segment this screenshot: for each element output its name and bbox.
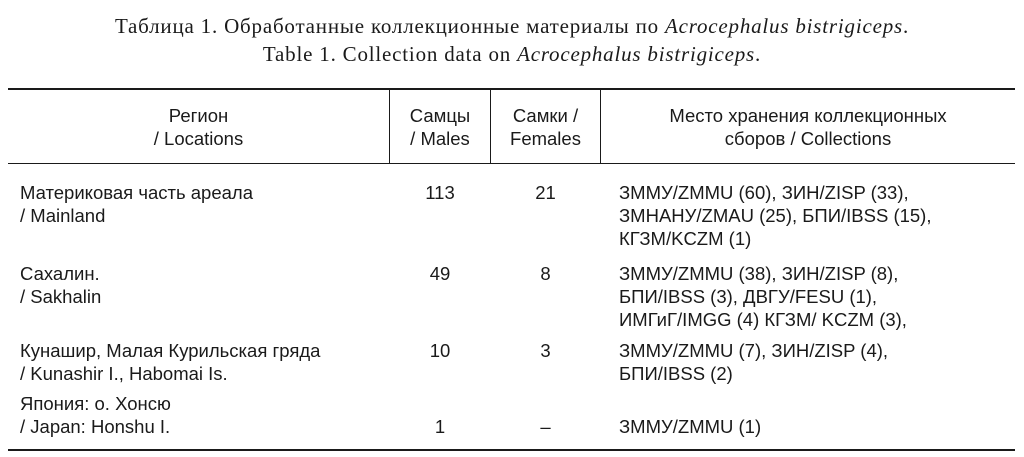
- collection-line: БПИ/IBSS (3), ДВГУ/FESU (1),: [619, 286, 878, 307]
- caption-en-suffix: .: [755, 42, 762, 66]
- row-mainland-males: 113: [425, 182, 455, 203]
- header-bottom-rule: [8, 163, 1015, 164]
- row-japan-males: 1: [434, 416, 446, 437]
- caption-en-prefix: Table 1. Collection data on: [262, 42, 518, 66]
- region-name-ru: Материковая часть ареала: [20, 182, 254, 203]
- collection-line: БПИ/IBSS (2): [619, 363, 733, 384]
- row-kunashir-females: 3: [540, 340, 551, 361]
- collection-line: ЗММУ/ZMMU (38), ЗИН/ZISP (8),: [619, 263, 899, 284]
- collection-line: ЗММУ/ZMMU (60), ЗИН/ZISP (33),: [619, 182, 909, 203]
- header-region-ru: Регион: [168, 105, 229, 126]
- header-males-ru: Самцы: [409, 105, 471, 126]
- header-females-en: Females: [510, 128, 581, 149]
- region-name-en: / Kunashir I., Habomai Is.: [20, 363, 228, 384]
- row-sakhalin-females: 8: [540, 263, 551, 284]
- region-name-ru: Кунашир, Малая Курильская гряда: [20, 340, 321, 361]
- row-kunashir-males: 10: [429, 340, 451, 361]
- table-bottom-rule: [8, 449, 1015, 451]
- table-caption-ru: [0, 14, 1024, 38]
- row-kunashir-collections: [619, 339, 888, 385]
- header-region: [8, 104, 389, 150]
- row-japan-collections: [619, 415, 761, 438]
- collection-line: КГЗМ/KCZM (1): [619, 228, 752, 249]
- header-males-en: / Males: [410, 128, 470, 149]
- region-name-ru: Япония: о. Хонсю: [20, 393, 171, 414]
- header-region-en: / Locations: [153, 128, 244, 149]
- header-collections-en: сборов / Collections: [724, 128, 892, 149]
- row-mainland-region: [20, 181, 253, 227]
- row-kunashir-region: [20, 339, 320, 385]
- row-mainland-collections: [619, 181, 931, 250]
- collection-line: ИМГиГ/IMGG (4) КГЗМ/ KCZM (3),: [619, 309, 907, 330]
- header-collections-ru: Место хранения коллекционных: [669, 105, 947, 126]
- caption-ru-suffix: .: [902, 14, 910, 38]
- header-collections: [601, 104, 1015, 150]
- row-japan-females: –: [540, 416, 551, 437]
- caption-species-ru: Acrocephalus bistrigiceps: [665, 14, 903, 38]
- collection-line: ЗММУ/ZMMU (7), ЗИН/ZISP (4),: [619, 340, 889, 361]
- table-top-rule: [8, 88, 1015, 90]
- header-males: [390, 104, 490, 150]
- caption-species-en: Acrocephalus bistrigiceps: [517, 42, 756, 66]
- collection-line: ЗММУ/ZMMU (1): [619, 416, 762, 437]
- table-caption-en: [0, 42, 1024, 66]
- region-name-en: / Mainland: [20, 205, 106, 226]
- region-name-en: / Sakhalin: [20, 286, 102, 307]
- header-females-ru: Самки /: [512, 105, 579, 126]
- row-sakhalin-males: 49: [429, 263, 451, 284]
- header-females: [491, 104, 600, 150]
- row-japan-region: [20, 392, 171, 438]
- row-mainland-females: 21: [535, 182, 556, 203]
- region-name-en: / Japan: Honshu I.: [20, 416, 171, 437]
- region-name-ru: Сахалин.: [20, 263, 100, 284]
- collection-line: ЗМНАНУ/ZMAU (25), БПИ/IBSS (15),: [619, 205, 932, 226]
- row-sakhalin-collections: [619, 262, 907, 331]
- row-sakhalin-region: [20, 262, 101, 308]
- caption-ru-prefix: Таблица 1. Обработанные коллекционные материалы по: [114, 14, 666, 38]
